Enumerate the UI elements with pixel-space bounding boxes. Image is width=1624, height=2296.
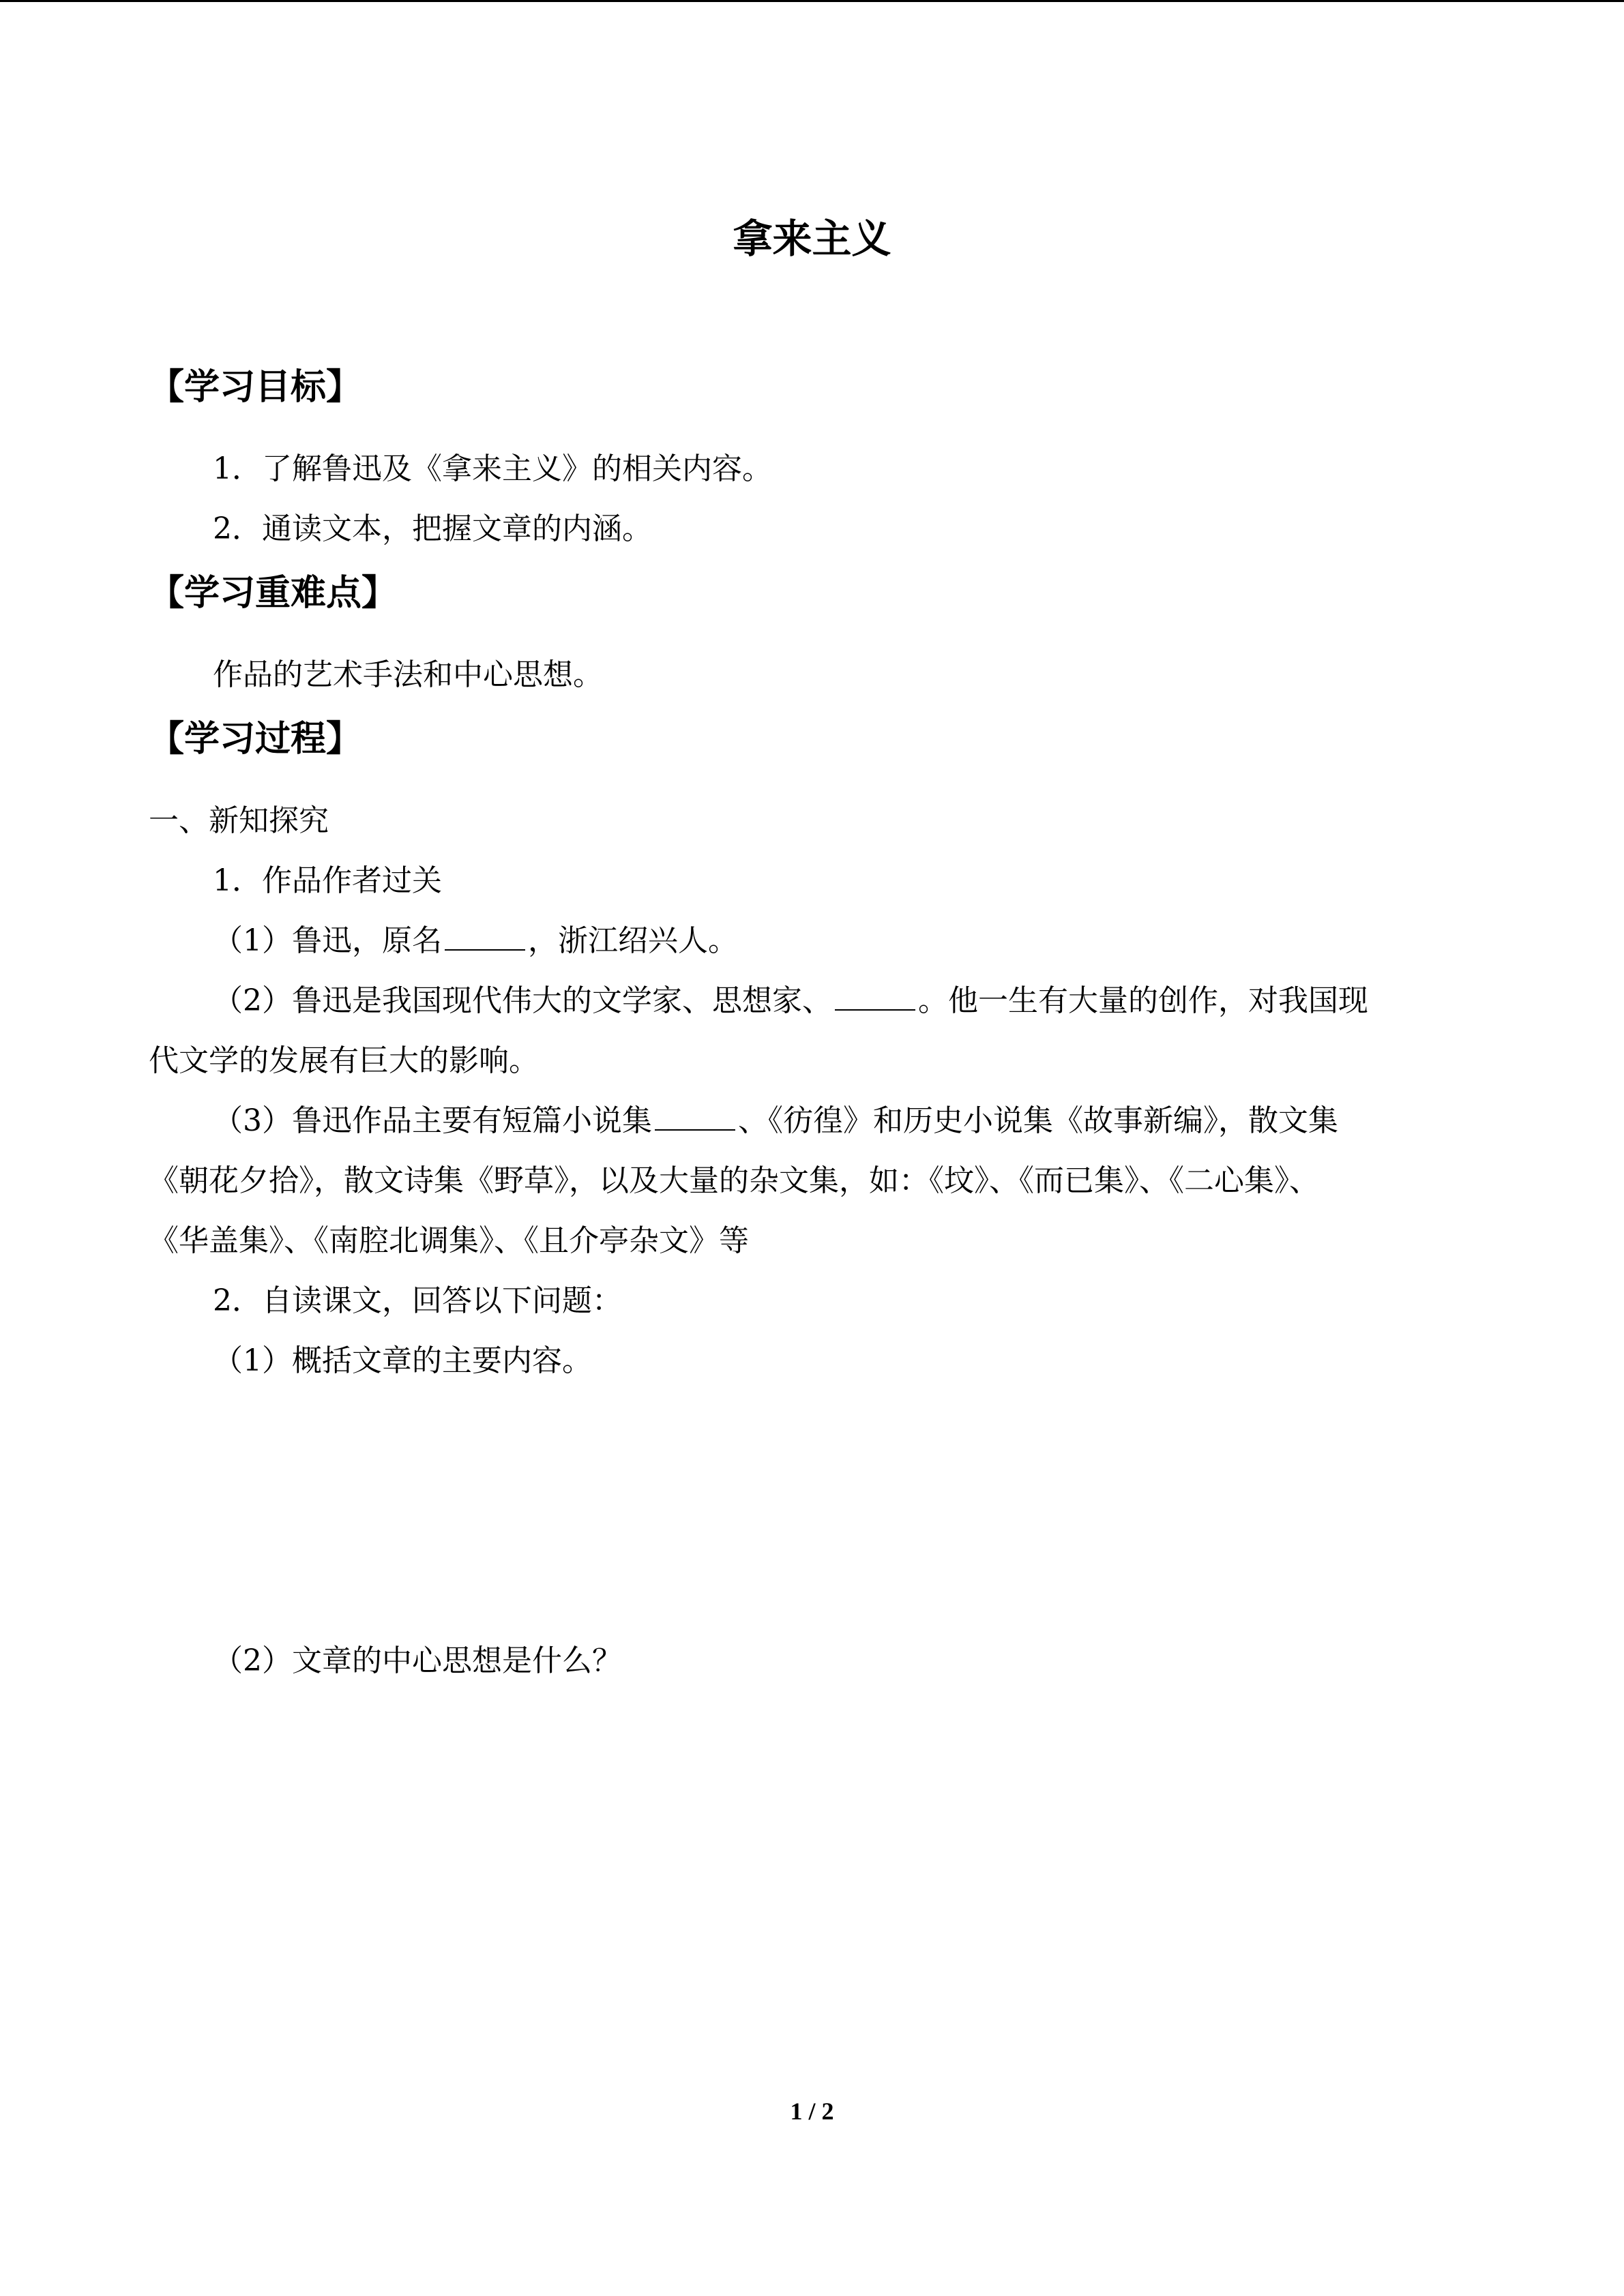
question-1-1-text-b: ，浙江绍兴人。 <box>528 923 738 958</box>
question-1-2-text-a: （2）鲁迅是我国现代伟大的文学家、思想家、 <box>213 983 832 1018</box>
page-number: 1 / 2 <box>790 2098 834 2125</box>
question-1-3-text-b: 、《彷徨》和历史小说集《故事新编》，散文集 <box>738 1103 1338 1138</box>
question-1-3-text-a: （3）鲁迅作品主要有短篇小说集 <box>213 1103 652 1138</box>
fill-in-blank-identity[interactable] <box>835 982 915 1011</box>
question-1-title: 1．作品作者过关 <box>213 863 442 898</box>
section-heading-goals: 【学习目标】 <box>149 367 362 408</box>
question-1-2-text-b: 。他一生有大量的创作，对我国现 <box>918 983 1368 1018</box>
fill-in-blank-original-name[interactable] <box>445 922 525 951</box>
question-2-2: （2）文章的中心思想是什么？ <box>213 1643 622 1678</box>
question-1-3 <box>213 1099 1338 1143</box>
goal-item-2: 2．通读文本，把握文章的内涵。 <box>213 511 652 546</box>
goal-item-1: 1．了解鲁迅及《拿来主义》的相关内容。 <box>213 451 772 486</box>
fill-in-blank-short-story-collection[interactable] <box>655 1102 735 1131</box>
question-1-3-continuation-1: 《朝花夕拾》，散文诗集《野草》，以及大量的杂文集，如：《坟》、《而已集》、《二心集》、 <box>149 1163 1319 1198</box>
question-1-3-continuation-2: 《华盖集》、《南腔北调集》、《且介亭杂文》等 <box>149 1223 749 1258</box>
top-border-line <box>0 0 1624 2</box>
section-heading-key-points: 【学习重难点】 <box>149 573 398 614</box>
page-title: 拿来主义 <box>733 215 891 262</box>
question-1-2-continuation: 代文学的发展有巨大的影响。 <box>149 1043 539 1078</box>
key-points-text: 作品的艺术手法和中心思想。 <box>213 657 603 692</box>
part-heading-new-knowledge: 一、新知探究 <box>149 803 329 838</box>
question-1-2 <box>213 979 1368 1023</box>
question-1-1 <box>213 919 738 963</box>
question-1-1-text-a: （1）鲁迅，原名 <box>213 923 442 958</box>
question-2-title: 2．自读课文，回答以下问题： <box>213 1283 622 1318</box>
question-2-1: （1）概括文章的主要内容。 <box>213 1343 592 1378</box>
section-heading-process: 【学习过程】 <box>149 719 362 760</box>
